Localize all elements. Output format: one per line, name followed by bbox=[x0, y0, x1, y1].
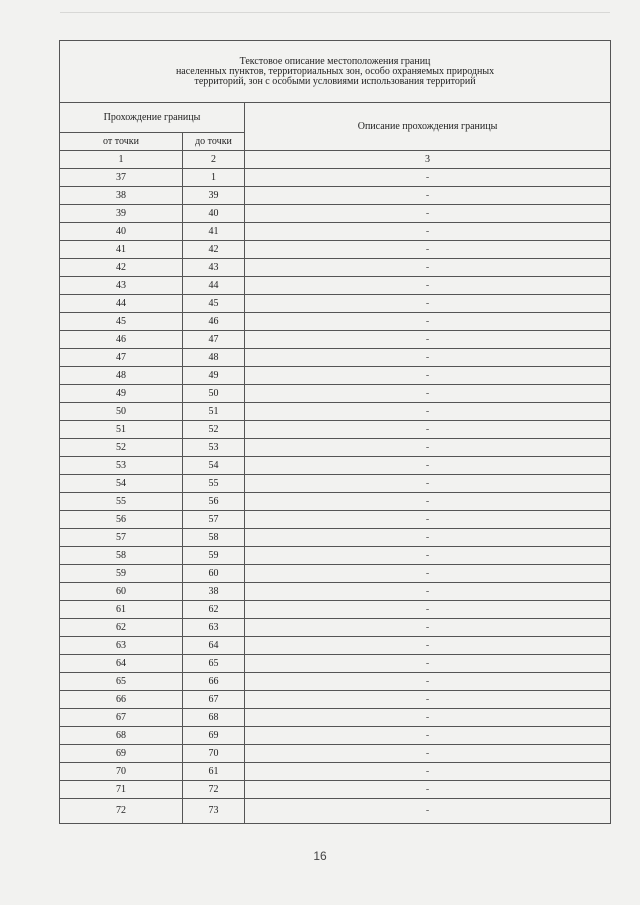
table-row bbox=[60, 547, 611, 565]
cell-description: - bbox=[245, 763, 611, 781]
cell-from-point: 66 bbox=[60, 691, 183, 709]
cell-from-point: 64 bbox=[60, 655, 183, 673]
cell-description: - bbox=[245, 421, 611, 439]
cell-description: - bbox=[245, 367, 611, 385]
cell-to-point: 51 bbox=[183, 403, 245, 421]
cell-from-point: 63 bbox=[60, 637, 183, 655]
scan-artifact-line bbox=[60, 12, 610, 13]
title-line-1: Текстовое описание местоположения границ bbox=[239, 55, 431, 67]
cell-to-point: 65 bbox=[183, 655, 245, 673]
table-row bbox=[60, 475, 611, 493]
cell-from-point: 47 bbox=[60, 349, 183, 367]
header-col-number-2: 2 bbox=[183, 151, 245, 169]
cell-description: - bbox=[245, 799, 611, 824]
cell-to-point: 52 bbox=[183, 421, 245, 439]
cell-description: - bbox=[245, 655, 611, 673]
header-description: Описание прохождения границы bbox=[245, 103, 611, 151]
table-row bbox=[60, 655, 611, 673]
cell-from-point: 72 bbox=[60, 799, 183, 824]
cell-description: - bbox=[245, 205, 611, 223]
table-row bbox=[60, 223, 611, 241]
cell-from-point: 59 bbox=[60, 565, 183, 583]
cell-from-point: 52 bbox=[60, 439, 183, 457]
cell-to-point: 56 bbox=[183, 493, 245, 511]
cell-description: - bbox=[245, 277, 611, 295]
cell-from-point: 70 bbox=[60, 763, 183, 781]
table-row bbox=[60, 277, 611, 295]
cell-from-point: 62 bbox=[60, 619, 183, 637]
table-row bbox=[60, 295, 611, 313]
cell-to-point: 48 bbox=[183, 349, 245, 367]
table-row bbox=[60, 745, 611, 763]
cell-to-point: 43 bbox=[183, 259, 245, 277]
cell-from-point: 48 bbox=[60, 367, 183, 385]
title-line-3: территорий, зон с особыми условиями использования территорий bbox=[194, 75, 476, 87]
header-from-point: от точки bbox=[60, 133, 183, 151]
cell-description: - bbox=[245, 313, 611, 331]
table-row bbox=[60, 781, 611, 799]
cell-to-point: 68 bbox=[183, 709, 245, 727]
cell-to-point: 60 bbox=[183, 565, 245, 583]
cell-description: - bbox=[245, 385, 611, 403]
cell-description: - bbox=[245, 673, 611, 691]
cell-to-point: 64 bbox=[183, 637, 245, 655]
cell-description: - bbox=[245, 709, 611, 727]
cell-from-point: 69 bbox=[60, 745, 183, 763]
cell-description: - bbox=[245, 259, 611, 277]
cell-description: - bbox=[245, 331, 611, 349]
cell-description: - bbox=[245, 169, 611, 187]
cell-description: - bbox=[245, 529, 611, 547]
cell-description: - bbox=[245, 187, 611, 205]
cell-description: - bbox=[245, 781, 611, 799]
cell-description: - bbox=[245, 745, 611, 763]
cell-to-point: 55 bbox=[183, 475, 245, 493]
cell-to-point: 38 bbox=[183, 583, 245, 601]
table-row bbox=[60, 331, 611, 349]
cell-to-point: 57 bbox=[183, 511, 245, 529]
cell-to-point: 73 bbox=[183, 799, 245, 824]
cell-from-point: 68 bbox=[60, 727, 183, 745]
table-row bbox=[60, 457, 611, 475]
table-row bbox=[60, 367, 611, 385]
cell-to-point: 1 bbox=[183, 169, 245, 187]
cell-description: - bbox=[245, 727, 611, 745]
cell-from-point: 65 bbox=[60, 673, 183, 691]
table-row bbox=[60, 493, 611, 511]
cell-to-point: 44 bbox=[183, 277, 245, 295]
cell-from-point: 45 bbox=[60, 313, 183, 331]
table-row bbox=[60, 619, 611, 637]
cell-to-point: 66 bbox=[183, 673, 245, 691]
table-row bbox=[60, 565, 611, 583]
table-row bbox=[60, 511, 611, 529]
table-row bbox=[60, 241, 611, 259]
cell-from-point: 46 bbox=[60, 331, 183, 349]
cell-from-point: 40 bbox=[60, 223, 183, 241]
cell-description: - bbox=[245, 349, 611, 367]
header-passage: Прохождение границы bbox=[60, 103, 245, 133]
cell-to-point: 54 bbox=[183, 457, 245, 475]
cell-description: - bbox=[245, 223, 611, 241]
cell-description: - bbox=[245, 241, 611, 259]
cell-from-point: 38 bbox=[60, 187, 183, 205]
cell-from-point: 67 bbox=[60, 709, 183, 727]
table-row bbox=[60, 583, 611, 601]
table-row bbox=[60, 439, 611, 457]
table-row bbox=[60, 691, 611, 709]
table-row bbox=[60, 421, 611, 439]
table-title bbox=[60, 41, 611, 103]
cell-to-point: 63 bbox=[183, 619, 245, 637]
cell-description: - bbox=[245, 403, 611, 421]
cell-description: - bbox=[245, 439, 611, 457]
header-col-number-1: 1 bbox=[60, 151, 183, 169]
cell-from-point: 55 bbox=[60, 493, 183, 511]
table-row bbox=[60, 385, 611, 403]
header-to-point: до точки bbox=[183, 133, 245, 151]
cell-from-point: 71 bbox=[60, 781, 183, 799]
cell-to-point: 70 bbox=[183, 745, 245, 763]
cell-from-point: 54 bbox=[60, 475, 183, 493]
cell-description: - bbox=[245, 547, 611, 565]
cell-description: - bbox=[245, 637, 611, 655]
cell-description: - bbox=[245, 493, 611, 511]
cell-to-point: 41 bbox=[183, 223, 245, 241]
page-number: 16 bbox=[313, 849, 327, 863]
cell-to-point: 39 bbox=[183, 187, 245, 205]
table-row bbox=[60, 709, 611, 727]
table-row bbox=[60, 799, 611, 824]
cell-description: - bbox=[245, 601, 611, 619]
cell-from-point: 53 bbox=[60, 457, 183, 475]
cell-description: - bbox=[245, 295, 611, 313]
cell-description: - bbox=[245, 457, 611, 475]
cell-to-point: 49 bbox=[183, 367, 245, 385]
cell-description: - bbox=[245, 511, 611, 529]
cell-from-point: 58 bbox=[60, 547, 183, 565]
cell-description: - bbox=[245, 565, 611, 583]
table-body bbox=[60, 169, 611, 824]
cell-from-point: 60 bbox=[60, 583, 183, 601]
cell-to-point: 45 bbox=[183, 295, 245, 313]
cell-from-point: 56 bbox=[60, 511, 183, 529]
table-row bbox=[60, 259, 611, 277]
boundary-table bbox=[59, 40, 611, 824]
table-row bbox=[60, 727, 611, 745]
cell-from-point: 41 bbox=[60, 241, 183, 259]
cell-description: - bbox=[245, 583, 611, 601]
cell-from-point: 37 bbox=[60, 169, 183, 187]
cell-from-point: 61 bbox=[60, 601, 183, 619]
cell-description: - bbox=[245, 475, 611, 493]
cell-from-point: 39 bbox=[60, 205, 183, 223]
cell-from-point: 43 bbox=[60, 277, 183, 295]
cell-to-point: 72 bbox=[183, 781, 245, 799]
cell-to-point: 50 bbox=[183, 385, 245, 403]
cell-to-point: 53 bbox=[183, 439, 245, 457]
table-row bbox=[60, 529, 611, 547]
cell-description: - bbox=[245, 691, 611, 709]
cell-to-point: 61 bbox=[183, 763, 245, 781]
table-row bbox=[60, 403, 611, 421]
cell-to-point: 59 bbox=[183, 547, 245, 565]
cell-to-point: 47 bbox=[183, 331, 245, 349]
cell-to-point: 62 bbox=[183, 601, 245, 619]
cell-from-point: 51 bbox=[60, 421, 183, 439]
cell-from-point: 49 bbox=[60, 385, 183, 403]
cell-from-point: 50 bbox=[60, 403, 183, 421]
header-col-number-3: 3 bbox=[245, 151, 611, 169]
table-row bbox=[60, 601, 611, 619]
table-row bbox=[60, 205, 611, 223]
table-row bbox=[60, 763, 611, 781]
title-line-2: населенных пунктов, территориальных зон, особо охраняемых природных bbox=[175, 65, 495, 77]
table-row bbox=[60, 169, 611, 187]
cell-to-point: 67 bbox=[183, 691, 245, 709]
cell-description: - bbox=[245, 619, 611, 637]
cell-to-point: 42 bbox=[183, 241, 245, 259]
table-row bbox=[60, 313, 611, 331]
table-row bbox=[60, 349, 611, 367]
cell-to-point: 46 bbox=[183, 313, 245, 331]
table-row bbox=[60, 637, 611, 655]
cell-to-point: 69 bbox=[183, 727, 245, 745]
cell-from-point: 42 bbox=[60, 259, 183, 277]
cell-from-point: 44 bbox=[60, 295, 183, 313]
cell-to-point: 58 bbox=[183, 529, 245, 547]
table-row bbox=[60, 673, 611, 691]
cell-from-point: 57 bbox=[60, 529, 183, 547]
cell-to-point: 40 bbox=[183, 205, 245, 223]
table-row bbox=[60, 187, 611, 205]
